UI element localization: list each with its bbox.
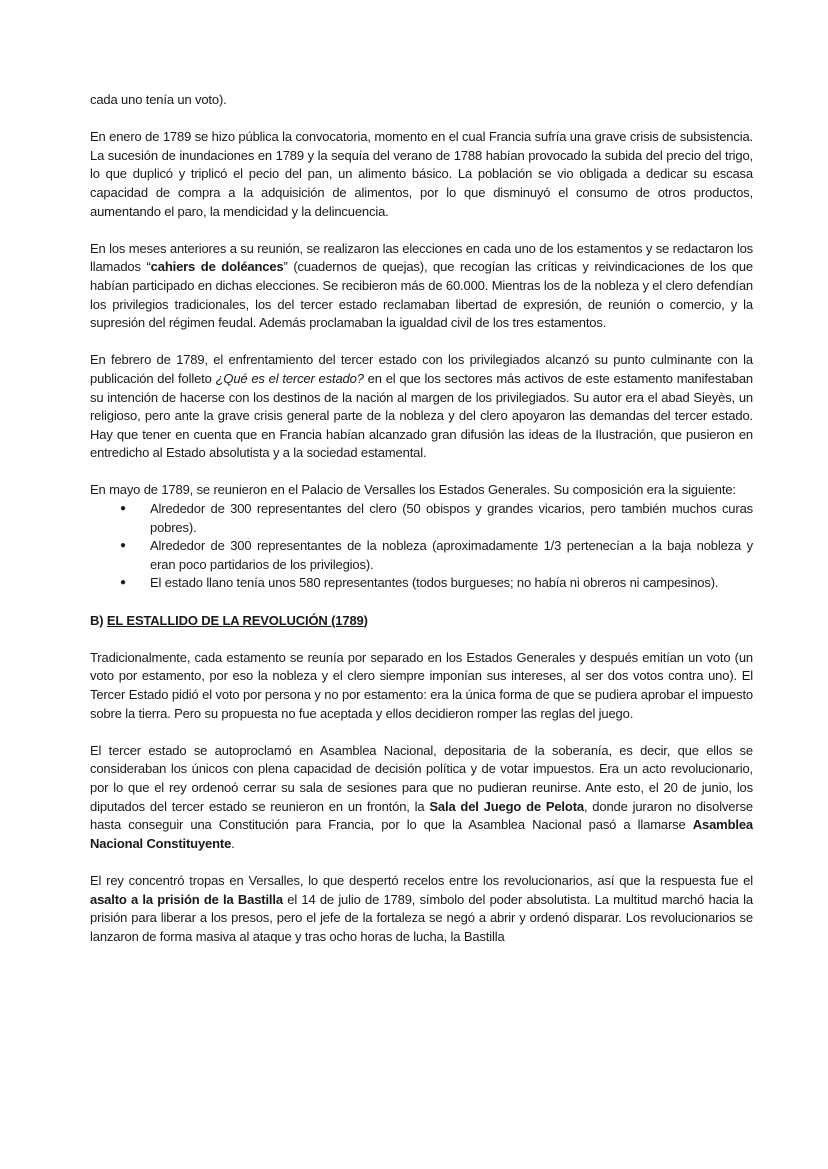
text: El tercer estado se autoproclamó en Asamblea Nacional, depositaria de la soberanía, es decir, que ellos se consideraban los únicos con plena capacidad de decisión política y de votar impuestos. Era un acto revolucionario, por lo que el rey ordenoó cerrar su sala de sesiones para que no pudieran reunirse. Ante esto, el 20 de junio, los diputados del tercer estado se reunieron en un frontón, la [90, 742, 753, 814]
bold-term: Asamblea Nacional Constituyente [90, 817, 753, 851]
text: En los meses anteriores a su reunión, se realizaron las elecciones en cada uno de los estamentos y se redactaron los llamados “ [90, 240, 753, 275]
heading-suffix: ) [363, 612, 368, 628]
paragraph-convocatoria: En enero de 1789 se hizo pública la convocatoria, momento en el cual Francia sufría una grave crisis de subsistencia. La sucesión de inundaciones en 1789 y la sequía del verano de 1788 habían provocado la subida del precio del trigo, lo que duplicó y triplicó el pecio del pan, un alimento básico. La población se vio obligada a dedicar su escasa capacidad de compra a la adquisición de alimentos, por lo que disminuyó el consumo de otros productos, aumentando el paro, la mendicidad y la delincuencia. [90, 129, 753, 219]
composition-list [90, 500, 753, 593]
paragraph-asamblea [90, 742, 753, 854]
paragraph-estados-generales: En mayo de 1789, se reunieron en el Palacio de Versalles los Estados Generales. Su composición era la siguiente: [90, 482, 736, 498]
list-item: ● El estado llano tenía unos 580 representantes (todos burgueses; no había ni obreros ni campesinos). [150, 574, 753, 593]
text: , donde juraron no disolverse hasta conseguir una Constitución para Francia, por lo que la Asamblea Nacional pasó a llamarse [90, 798, 753, 833]
text: ” (cuadernos de quejas), que recogían las críticas y reivindicaciones de los que habían participado en dichas elecciones. Se recibieron más de 60.000. Mientras los de la nobleza y el clero defendían los privilegios tradicionales, los del tercer estado reclamaban libertad de expresión, de reunión o comercio, y la supresión del régimen feudal. Además proclamaban la igualdad civil de los tres estamentos. [90, 259, 754, 331]
text: El rey concentró tropas en Versalles, lo que despertó recelos entre los revolucionarios, así que la respuesta fue el [90, 872, 753, 888]
heading-prefix: B) [90, 612, 107, 628]
paragraph-continuation: cada uno tenía un voto). [90, 92, 227, 107]
list-item: ● Alrededor de 300 representantes del clero (50 obispos y grandes vicarios, pero también muchos curas pobres). [150, 500, 753, 537]
text: el 14 de julio de 1789, símbolo del poder absolutista. La multitud marchó hacia la prisión para liberar a los presos, pero el jefe de la fortaleza se negó a abrir y ordenó disparar. Los revolucionarios se lanzaron de forma masiva al ataque y tras ocho horas de lucha, la Bastilla [90, 891, 753, 944]
document-page [90, 91, 753, 965]
paragraph-sieyes [90, 351, 753, 463]
text: en el que los sectores más activos de este estamento manifestaban su intención de hacerse con los destinos de la nación al margen de los privilegiados. Su autor era el abad Sieyès, un religioso, pero ante la grave crisis general parte de la nobleza y del clero apoyaron las demandas del tercer estado. Hay que tener en cuenta que en Francia habían alcanzado gran difusión las ideas de la Ilustración, que pusieron en entredicho al Estado absolutista y a la sociedad estamental. [90, 370, 753, 461]
bold-term: cahiers de doléances [150, 259, 284, 275]
paragraph-cahiers [90, 240, 753, 333]
text: . [231, 835, 235, 851]
heading-title: EL ESTALLIDO DE LA REVOLUCIÓN (1789 [106, 612, 364, 628]
list-item: ● Alrededor de 300 representantes de la nobleza (aproximadamente 1/3 pertenecían a la baja nobleza y eran poco partidarios de los privilegios). [150, 537, 753, 574]
section-heading [90, 612, 753, 631]
bold-term: Sala del Juego de Pelota [429, 798, 584, 814]
paragraph-voto: Tradicionalmente, cada estamento se reunía por separado en los Estados Generales y después emitían un voto (un voto por estamento, por eso la nobleza y el clero siempre imponían sus intereses, al ser dos votos contra uno). El Tercer Estado pidió el voto por persona y no por estamento: era la única forma de que se pudiera aprobar el impuesto sobre la tierra. Pero su propuesta no fue aceptada y ellos decidieron romper las reglas del juego. [90, 649, 753, 721]
paragraph-bastilla [90, 872, 753, 946]
bold-term: asalto a la prisión de la Bastilla [90, 891, 283, 907]
italic-title: ¿Qué es el tercer estado? [215, 370, 364, 386]
text: En febrero de 1789, el enfrentamiento del tercer estado con los privilegiados alcanzó su punto culminante con la publicación del folleto [90, 352, 753, 386]
